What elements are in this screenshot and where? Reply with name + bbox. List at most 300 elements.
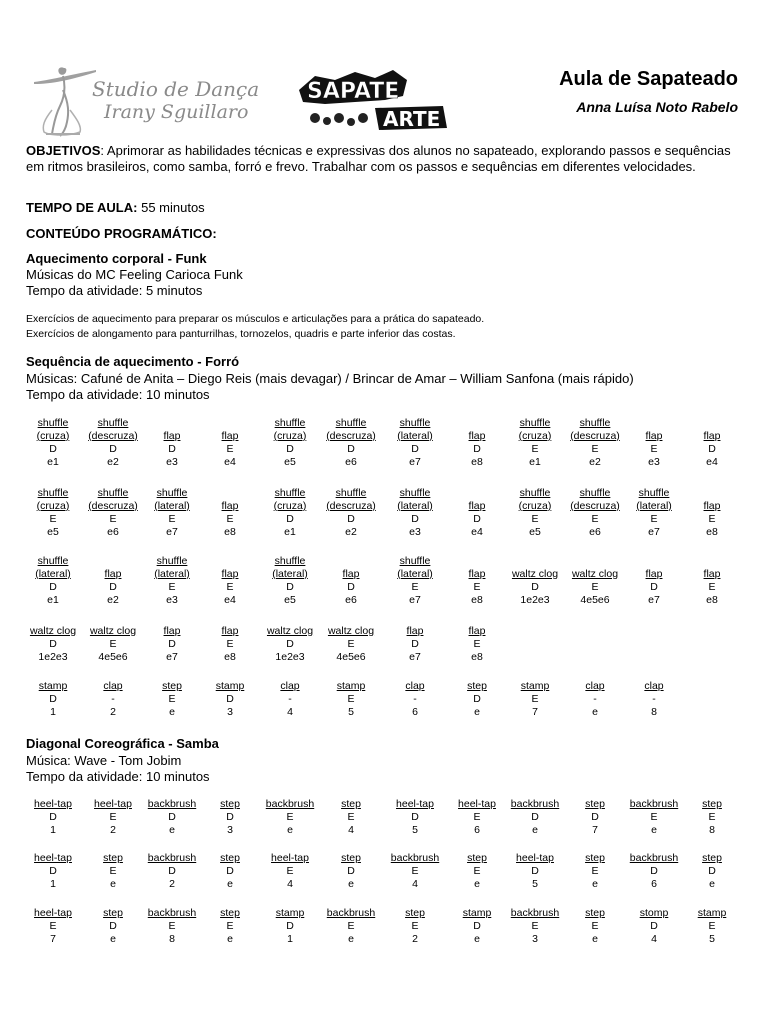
step-side: E <box>531 693 539 705</box>
step-side: E <box>708 920 716 932</box>
step-name: step <box>103 852 123 864</box>
step-side: E <box>109 865 117 877</box>
forro-step-cell <box>672 500 752 539</box>
step-name: heel-tap <box>34 907 72 919</box>
step-side: E <box>473 811 481 823</box>
step-name: step <box>220 907 240 919</box>
step-side: - <box>288 693 292 705</box>
step-count: e1 <box>47 594 59 606</box>
step-count: e <box>227 878 233 890</box>
step-count: e7 <box>409 594 421 606</box>
step-name: (descruza) <box>88 430 138 442</box>
step-side: - <box>413 693 417 705</box>
step-count: e8 <box>471 456 483 468</box>
step-side: D <box>226 693 234 705</box>
step-count: e4 <box>706 456 718 468</box>
step-side: E <box>531 920 539 932</box>
step-side: D <box>650 865 658 877</box>
step-side: D <box>650 920 658 932</box>
step-name: stamp <box>275 907 305 919</box>
step-name: backbrush <box>510 798 560 810</box>
step-name: flap <box>468 430 486 442</box>
step-count: 4 <box>287 706 293 718</box>
step-side: D <box>347 443 355 455</box>
studio-name-line1: Studio de Dança <box>92 77 260 101</box>
step-name: backbrush <box>629 798 679 810</box>
step-side: D <box>109 581 117 593</box>
step-count: 4e5e6 <box>98 651 128 663</box>
step-count: e2 <box>345 526 357 538</box>
studio-name-line2: Irany Sguillaro <box>104 101 249 123</box>
step-side: D <box>49 443 57 455</box>
tempo-aula-label: TEMPO DE AULA: <box>26 200 138 215</box>
step-count: 4 <box>348 824 354 836</box>
step-count: e7 <box>166 526 178 538</box>
step-count: e7 <box>648 594 660 606</box>
step-count: e5 <box>529 526 541 538</box>
step-side: D <box>49 865 57 877</box>
step-side: E <box>591 920 599 932</box>
step-count: e3 <box>166 594 178 606</box>
step-side: D <box>168 638 176 650</box>
step-side: D <box>286 581 294 593</box>
step-name-top: shuffle <box>97 417 129 429</box>
step-count: e <box>169 824 175 836</box>
step-count: 7 <box>592 824 598 836</box>
step-side: E <box>168 581 176 593</box>
step-count: 1e2e3 <box>38 651 68 663</box>
step-name: flap <box>645 568 663 580</box>
step-name: flap <box>703 500 721 512</box>
step-side: D <box>473 693 481 705</box>
step-count: e8 <box>224 526 236 538</box>
step-side: E <box>591 581 599 593</box>
step-count: e <box>532 824 538 836</box>
step-side: E <box>473 865 481 877</box>
step-side: E <box>473 638 481 650</box>
step-name: (descruza) <box>326 430 376 442</box>
step-side: - <box>652 693 656 705</box>
step-side: E <box>411 581 419 593</box>
step-name: (lateral) <box>397 500 433 512</box>
step-count: e <box>474 878 480 890</box>
step-name-top: shuffle <box>335 487 367 499</box>
step-name: flap <box>221 625 239 637</box>
step-name: stamp <box>336 680 366 692</box>
step-side: E <box>226 581 234 593</box>
step-count: 5 <box>348 706 354 718</box>
step-count: 2 <box>110 824 116 836</box>
svg-text:SAPATE: SAPATE <box>307 79 400 104</box>
step-count: 5 <box>412 824 418 836</box>
step-name-top: shuffle <box>519 487 551 499</box>
step-name-top: shuffle <box>37 555 69 567</box>
step-side: E <box>168 920 176 932</box>
step-count: e4 <box>471 526 483 538</box>
step-side: E <box>650 811 658 823</box>
forro-step-cell <box>672 568 752 607</box>
step-name: (lateral) <box>636 500 672 512</box>
step-name: stomp <box>639 907 669 919</box>
step-count: 4 <box>287 878 293 890</box>
section-forro-music: Músicas: Cafuné de Anita – Diego Reis (mais devagar) / Brincar de Amar – William Sanfona (mais rápido) <box>26 371 634 386</box>
step-count: e7 <box>648 526 660 538</box>
step-side: E <box>591 513 599 525</box>
step-side: E <box>411 920 419 932</box>
step-count: 7 <box>532 706 538 718</box>
step-name-top: shuffle <box>579 487 611 499</box>
step-count: 1e2e3 <box>520 594 550 606</box>
svg-text:ARTE: ARTE <box>383 107 441 131</box>
step-name: flap <box>221 568 239 580</box>
step-count: e2 <box>589 456 601 468</box>
step-side: E <box>473 581 481 593</box>
step-count: e6 <box>589 526 601 538</box>
step-name: step <box>585 907 605 919</box>
step-name: waltz clog <box>29 625 77 637</box>
section-samba-title: Diagonal Coreográfica - Samba <box>26 736 219 751</box>
step-count: e <box>227 933 233 945</box>
step-count: 1 <box>50 824 56 836</box>
step-side: D <box>411 443 419 455</box>
step-name: stamp <box>520 680 550 692</box>
step-name: flap <box>163 430 181 442</box>
objetivos-paragraph <box>26 143 746 175</box>
step-name: (cruza) <box>273 430 307 442</box>
step-count: e1 <box>47 456 59 468</box>
step-side: E <box>531 443 539 455</box>
step-name: flap <box>703 568 721 580</box>
section-forro-time: Tempo da atividade: 10 minutos <box>26 387 210 402</box>
step-name: (descruza) <box>88 500 138 512</box>
step-count: e <box>474 933 480 945</box>
step-side: E <box>708 581 716 593</box>
step-side: D <box>168 865 176 877</box>
step-count: e6 <box>107 526 119 538</box>
step-name: heel-tap <box>458 798 496 810</box>
studio-logo <box>30 60 260 140</box>
step-count: e <box>474 706 480 718</box>
step-count: 2 <box>412 933 418 945</box>
step-name: (cruza) <box>273 500 307 512</box>
step-name: flap <box>703 430 721 442</box>
step-count: 8 <box>169 933 175 945</box>
step-side: E <box>226 638 234 650</box>
step-name: heel-tap <box>271 852 309 864</box>
step-side: D <box>473 443 481 455</box>
step-side: D <box>286 638 294 650</box>
step-count: e5 <box>284 594 296 606</box>
step-name: step <box>585 852 605 864</box>
section-funk-note1: Exercícios de aquecimento para preparar os músculos e articulações para a prática do sapateado. <box>26 313 485 325</box>
step-side: D <box>473 920 481 932</box>
step-side: E <box>347 811 355 823</box>
step-count: e <box>287 824 293 836</box>
step-side: E <box>347 638 355 650</box>
step-side: D <box>411 811 419 823</box>
step-name: flap <box>468 500 486 512</box>
step-side: D <box>109 920 117 932</box>
step-name: flap <box>221 500 239 512</box>
step-count: 8 <box>651 706 657 718</box>
step-name: step <box>162 680 182 692</box>
step-count: 3 <box>227 824 233 836</box>
step-side: D <box>650 581 658 593</box>
step-name-top: shuffle <box>399 555 431 567</box>
step-name: waltz clog <box>266 625 314 637</box>
step-side: E <box>168 513 176 525</box>
step-count: e <box>709 878 715 890</box>
step-count: e3 <box>648 456 660 468</box>
step-count: 7 <box>50 933 56 945</box>
step-name: clap <box>585 680 605 692</box>
step-name: flap <box>104 568 122 580</box>
step-count: 1 <box>50 706 56 718</box>
step-count: 4e5e6 <box>580 594 610 606</box>
step-side: E <box>708 811 716 823</box>
step-side: E <box>708 513 716 525</box>
step-side: D <box>473 513 481 525</box>
step-name: clap <box>405 680 425 692</box>
step-side: D <box>531 811 539 823</box>
samba-step-cell <box>672 798 752 837</box>
step-name: flap <box>163 625 181 637</box>
step-name: waltz clog <box>571 568 619 580</box>
step-name-top: shuffle <box>335 417 367 429</box>
step-side: E <box>168 693 176 705</box>
step-count: 8 <box>709 824 715 836</box>
step-count: e8 <box>224 651 236 663</box>
step-side: D <box>591 811 599 823</box>
step-count: 6 <box>651 878 657 890</box>
step-name: step <box>467 852 487 864</box>
step-side: E <box>49 513 57 525</box>
step-count: e <box>110 878 116 890</box>
step-name: backbrush <box>510 907 560 919</box>
step-name: (lateral) <box>397 430 433 442</box>
step-side: D <box>347 513 355 525</box>
step-name: flap <box>468 625 486 637</box>
step-side: E <box>411 865 419 877</box>
step-name: backbrush <box>147 907 197 919</box>
step-count: 2 <box>110 706 116 718</box>
step-count: 1e2e3 <box>275 651 305 663</box>
step-name: step <box>467 680 487 692</box>
section-funk-time: Tempo da atividade: 5 minutos <box>26 283 203 298</box>
step-count: e <box>592 878 598 890</box>
step-count: e2 <box>107 456 119 468</box>
step-name: heel-tap <box>516 852 554 864</box>
step-side: E <box>347 920 355 932</box>
step-count: e <box>592 706 598 718</box>
step-side: E <box>49 920 57 932</box>
step-count: e7 <box>409 456 421 468</box>
step-name: (descruza) <box>570 500 620 512</box>
step-count: 4 <box>412 878 418 890</box>
step-count: 3 <box>532 933 538 945</box>
step-count: e3 <box>166 456 178 468</box>
step-count: e7 <box>166 651 178 663</box>
step-count: 6 <box>474 824 480 836</box>
step-name: flap <box>221 430 239 442</box>
tempo-aula <box>26 200 746 216</box>
step-name: heel-tap <box>34 852 72 864</box>
tempo-aula-value: 55 minutos <box>141 200 205 215</box>
forro-step-cell <box>437 625 517 664</box>
step-count: e3 <box>409 526 421 538</box>
step-side: - <box>111 693 115 705</box>
step-count: e2 <box>107 594 119 606</box>
step-name: (lateral) <box>272 568 308 580</box>
step-count: e8 <box>706 526 718 538</box>
step-name-top: shuffle <box>274 487 306 499</box>
step-side: D <box>411 513 419 525</box>
step-count: e <box>651 824 657 836</box>
step-count: e <box>592 933 598 945</box>
step-name: (descruza) <box>570 430 620 442</box>
step-name: flap <box>645 430 663 442</box>
step-name: stamp <box>215 680 245 692</box>
step-name: (cruza) <box>36 430 70 442</box>
step-side: E <box>591 443 599 455</box>
author-name: Anna Luísa Noto Rabelo <box>576 99 738 115</box>
step-name-top: shuffle <box>638 487 670 499</box>
step-count: e4 <box>224 594 236 606</box>
step-name-top: shuffle <box>156 555 188 567</box>
step-side: E <box>591 865 599 877</box>
step-name: stamp <box>462 907 492 919</box>
step-name: step <box>341 798 361 810</box>
step-name: (lateral) <box>397 568 433 580</box>
step-side: D <box>347 865 355 877</box>
step-name: clap <box>103 680 123 692</box>
step-count: e8 <box>706 594 718 606</box>
step-count: e8 <box>471 594 483 606</box>
section-samba-music: Música: Wave - Tom Jobim <box>26 753 182 768</box>
step-name: step <box>702 852 722 864</box>
step-name: backbrush <box>147 852 197 864</box>
step-side: D <box>226 811 234 823</box>
step-name: backbrush <box>629 852 679 864</box>
step-side: - <box>593 693 597 705</box>
step-side: D <box>168 811 176 823</box>
sapate-arte-logo <box>295 66 455 132</box>
step-name: flap <box>406 625 424 637</box>
step-name: heel-tap <box>34 798 72 810</box>
step-name-top: shuffle <box>274 555 306 567</box>
step-name: step <box>103 907 123 919</box>
step-name-top: shuffle <box>579 417 611 429</box>
step-name: stamp <box>697 907 727 919</box>
step-name: waltz clog <box>327 625 375 637</box>
step-name: waltz clog <box>89 625 137 637</box>
samba-step-cell <box>672 907 752 946</box>
step-count: 3 <box>227 706 233 718</box>
step-name: backbrush <box>147 798 197 810</box>
step-name: (lateral) <box>154 500 190 512</box>
step-side: D <box>226 865 234 877</box>
step-side: E <box>226 513 234 525</box>
step-side: D <box>49 693 57 705</box>
step-name-top: shuffle <box>519 417 551 429</box>
step-name: heel-tap <box>94 798 132 810</box>
step-side: D <box>411 638 419 650</box>
step-side: E <box>286 865 294 877</box>
step-count: e <box>348 933 354 945</box>
step-count: e6 <box>345 456 357 468</box>
objetivos-text: : Aprimorar as habilidades técnicas e expressivas dos alunos no sapateado, explorando passos e sequências em ritmos brasileiros, como samba, forró e frevo. Trabalhar com os passos e sequências em diferentes velocidades. <box>26 143 731 174</box>
step-side: D <box>286 513 294 525</box>
step-count: 1 <box>50 878 56 890</box>
step-name-top: shuffle <box>37 487 69 499</box>
step-name: step <box>405 907 425 919</box>
step-name: step <box>341 852 361 864</box>
step-side: D <box>49 811 57 823</box>
step-name: stamp <box>38 680 68 692</box>
section-funk-music: Músicas do MC Feeling Carioca Funk <box>26 267 243 282</box>
step-side: D <box>49 638 57 650</box>
forro-step-cell <box>614 680 694 719</box>
step-side: E <box>109 811 117 823</box>
step-side: D <box>531 581 539 593</box>
step-count: e7 <box>409 651 421 663</box>
step-name: (cruza) <box>518 500 552 512</box>
step-name: clap <box>644 680 664 692</box>
step-name-top: shuffle <box>156 487 188 499</box>
step-name: heel-tap <box>396 798 434 810</box>
step-count: e1 <box>529 456 541 468</box>
step-side: E <box>531 513 539 525</box>
step-name: flap <box>468 568 486 580</box>
step-side: D <box>708 443 716 455</box>
step-side: D <box>168 443 176 455</box>
step-name: (cruza) <box>518 430 552 442</box>
step-name: backbrush <box>326 907 376 919</box>
step-side: E <box>347 693 355 705</box>
step-name: (cruza) <box>36 500 70 512</box>
step-count: 4 <box>651 933 657 945</box>
step-count: 2 <box>169 878 175 890</box>
step-count: e5 <box>284 456 296 468</box>
step-side: D <box>347 581 355 593</box>
section-forro-title: Sequência de aquecimento - Forró <box>26 354 240 369</box>
step-count: e5 <box>47 526 59 538</box>
step-name: backbrush <box>390 852 440 864</box>
step-side: E <box>109 513 117 525</box>
step-count: 5 <box>532 878 538 890</box>
step-side: E <box>650 443 658 455</box>
section-samba-time: Tempo da atividade: 10 minutos <box>26 769 210 784</box>
step-name: step <box>220 798 240 810</box>
step-count: 4e5e6 <box>336 651 366 663</box>
step-name: flap <box>342 568 360 580</box>
step-count: e4 <box>224 456 236 468</box>
step-count: 1 <box>287 933 293 945</box>
step-name: clap <box>280 680 300 692</box>
step-name: backbrush <box>265 798 315 810</box>
forro-step-cell <box>672 430 752 469</box>
step-name-top: shuffle <box>274 417 306 429</box>
step-name: (lateral) <box>154 568 190 580</box>
step-side: E <box>226 920 234 932</box>
step-name: step <box>585 798 605 810</box>
step-count: e <box>169 706 175 718</box>
step-side: E <box>650 513 658 525</box>
step-side: D <box>531 865 539 877</box>
samba-step-cell <box>672 852 752 891</box>
step-count: e8 <box>471 651 483 663</box>
step-count: e <box>110 933 116 945</box>
